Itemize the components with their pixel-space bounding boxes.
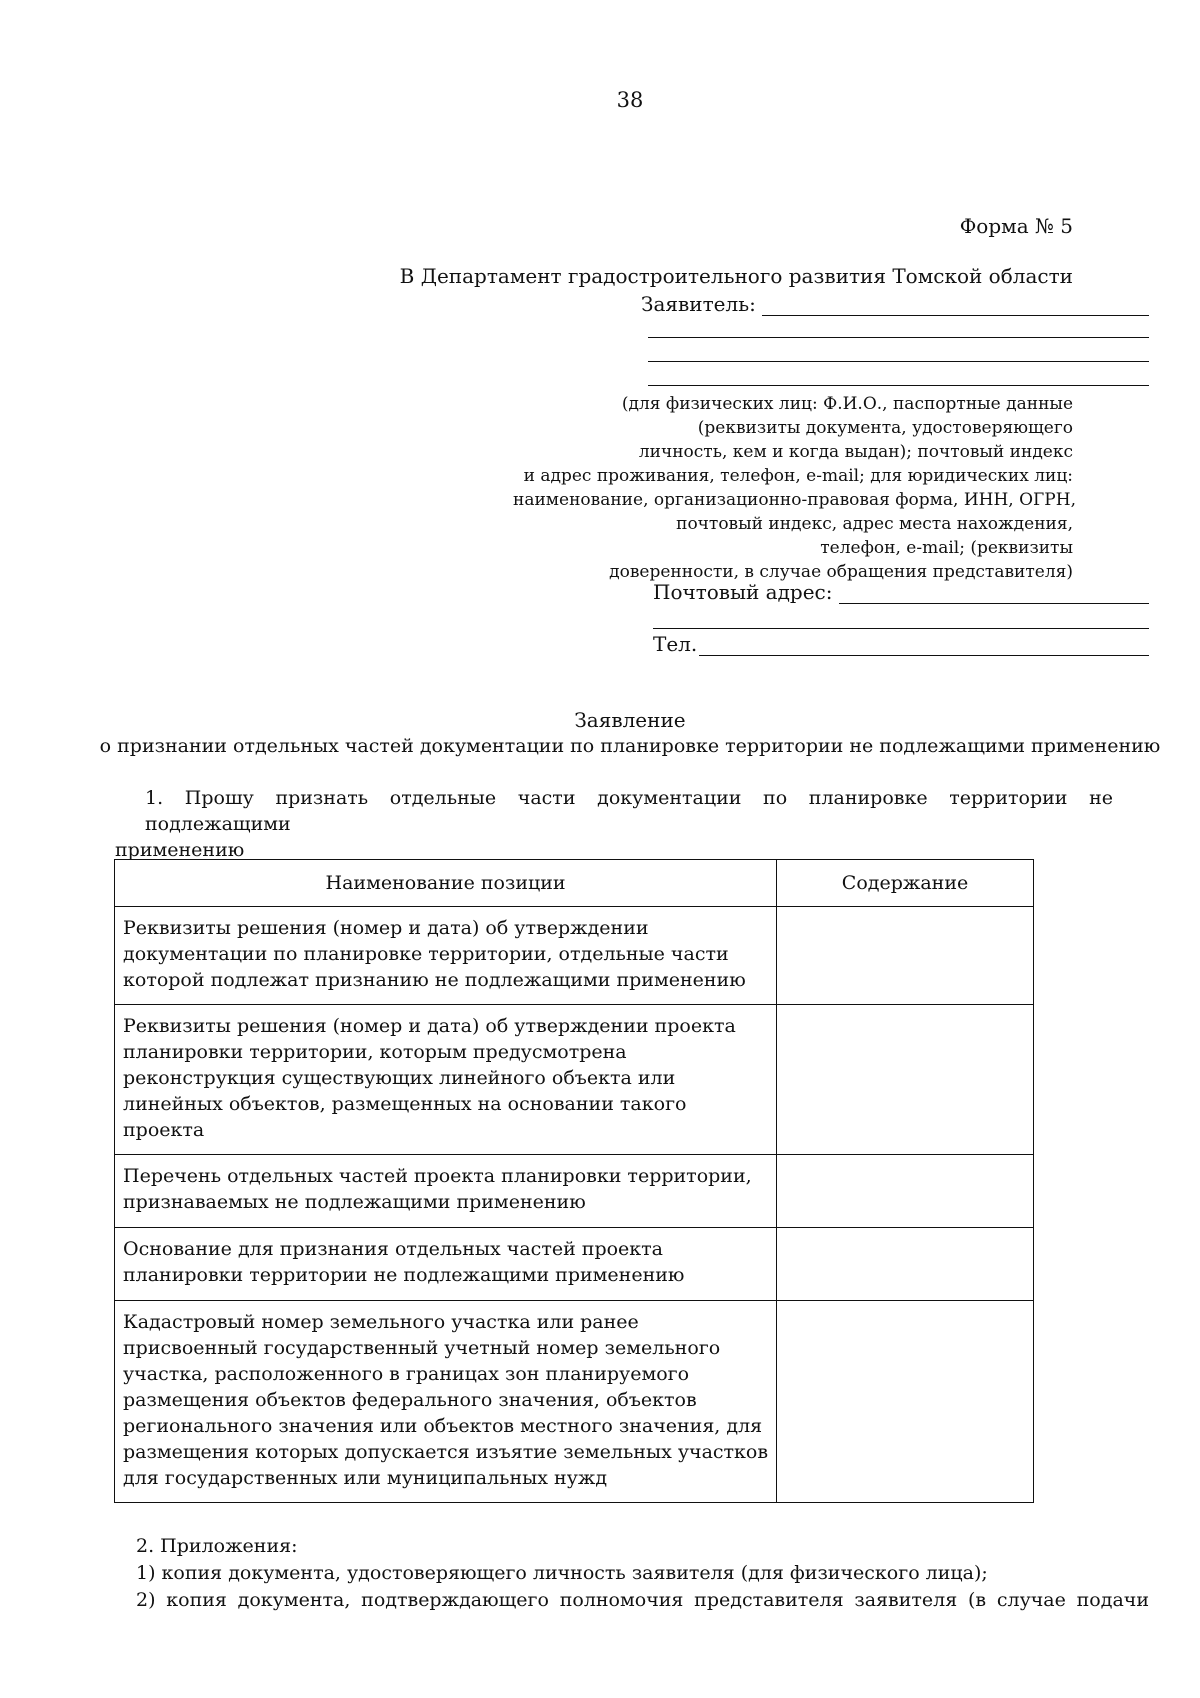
cell-line: реконструкция существующих линейного объекта или: [123, 1067, 676, 1089]
addressee: В Департамент градостроительного развития Томской области: [399, 264, 1073, 288]
request-line-1: 1. Прошу признать отдельные части документации по планировке территории не подлежащими: [145, 787, 1113, 835]
phone-field[interactable]: [699, 635, 1149, 656]
table-header-row: [115, 860, 1034, 907]
cell-line: Кадастровый номер земельного участка или ранее: [123, 1311, 639, 1333]
table-row: [115, 1228, 1034, 1301]
phone-row: [653, 632, 1149, 656]
attachment-item: [136, 1587, 1149, 1614]
note-line: и адрес проживания, телефон, e-mail; для юридических лиц:: [523, 466, 1073, 486]
document-subtitle: о признании отдельных частей документации по планировке территории не подлежащими применению: [99, 735, 1161, 757]
cell-line: которой подлежат признанию не подлежащими применению: [123, 969, 746, 991]
application-table: [114, 859, 1034, 1503]
note-line: личность, кем и когда выдан); почтовый индекс: [638, 442, 1073, 462]
position-name: [115, 1228, 777, 1301]
cell-line: документации по планировке территории, отдельные части: [123, 943, 729, 965]
cell-line: размещения которых допускается изъятие земельных участков: [123, 1441, 769, 1463]
content-cell[interactable]: [777, 1005, 1034, 1155]
request-paragraph: [115, 785, 1113, 863]
page-number: 38: [616, 88, 644, 112]
cell-line: размещения объектов федерального значения, объектов: [123, 1389, 697, 1411]
position-name: [115, 1301, 777, 1503]
cell-line: Основание для признания отдельных частей проекта: [123, 1238, 664, 1260]
applicant-blank-line-2[interactable]: [648, 361, 1149, 362]
applicant-note: [513, 392, 1076, 584]
note-line: телефон, e-mail; (реквизиты: [820, 538, 1073, 558]
cell-line: Реквизиты решения (номер и дата) об утверждении проекта: [123, 1015, 736, 1037]
column-header-content: Содержание: [777, 860, 1034, 907]
attachment-item: 1) копия документа, удостоверяющего личность заявителя (для физического лица);: [136, 1562, 988, 1584]
position-name: [115, 907, 777, 1005]
applicant-field[interactable]: [762, 295, 1149, 316]
content-cell[interactable]: [777, 1155, 1034, 1228]
attachments-heading: 2. Приложения:: [136, 1535, 298, 1557]
attachment-item-text: 2) копия документа, подтверждающего полномочия представителя заявителя (в случае подачи: [136, 1589, 1149, 1611]
position-name: [115, 1155, 777, 1228]
form-number: Форма № 5: [959, 214, 1073, 238]
cell-line: Реквизиты решения (номер и дата) об утверждении: [123, 917, 649, 939]
cell-line: присвоенный государственный учетный номер земельного: [123, 1337, 721, 1359]
postal-address-row: [653, 580, 1149, 604]
cell-line: участка, расположенного в границах зон планируемого: [123, 1363, 690, 1385]
column-header-name: Наименование позиции: [115, 860, 777, 907]
cell-line: признаваемых не подлежащими применению: [123, 1191, 586, 1213]
request-line-2: применению: [115, 839, 245, 861]
content-cell[interactable]: [777, 1301, 1034, 1503]
applicant-row: [641, 292, 1149, 316]
applicant-blank-line-3[interactable]: [648, 385, 1149, 386]
table-row: [115, 1155, 1034, 1228]
document-title: Заявление: [574, 708, 686, 732]
table-row: [115, 907, 1034, 1005]
postal-address-field[interactable]: [839, 583, 1150, 604]
note-line: (для физических лиц: Ф.И.О., паспортные данные: [621, 394, 1073, 414]
content-cell[interactable]: [777, 907, 1034, 1005]
phone-label: Тел.: [653, 632, 698, 656]
cell-line: линейных объектов, размещенных на основании такого: [123, 1093, 687, 1115]
note-line: доверенности, в случае обращения представителя): [609, 562, 1073, 582]
applicant-label: Заявитель:: [641, 292, 756, 316]
table-row: [115, 1301, 1034, 1503]
cell-line: планировки территории не подлежащими применению: [123, 1264, 685, 1286]
postal-address-label: Почтовый адрес:: [653, 580, 833, 604]
postal-address-blank-line[interactable]: [653, 628, 1149, 629]
table-row: [115, 1005, 1034, 1155]
content-cell[interactable]: [777, 1228, 1034, 1301]
note-line: почтовый индекс, адрес места нахождения,: [676, 514, 1073, 534]
applicant-blank-line-1[interactable]: [648, 337, 1149, 338]
note-line: наименование, организационно-правовая форма, ИНН, ОГРН,: [513, 490, 1076, 510]
cell-line: регионального значения или объектов местного значения, для: [123, 1415, 763, 1437]
cell-line: Перечень отдельных частей проекта планировки территории,: [123, 1165, 752, 1187]
note-line: (реквизиты документа, удостоверяющего: [697, 418, 1073, 438]
cell-line: для государственных или муниципальных нужд: [123, 1467, 608, 1489]
cell-line: планировки территории, которым предусмотрена: [123, 1041, 627, 1063]
position-name: [115, 1005, 777, 1155]
cell-line: проекта: [123, 1119, 205, 1141]
